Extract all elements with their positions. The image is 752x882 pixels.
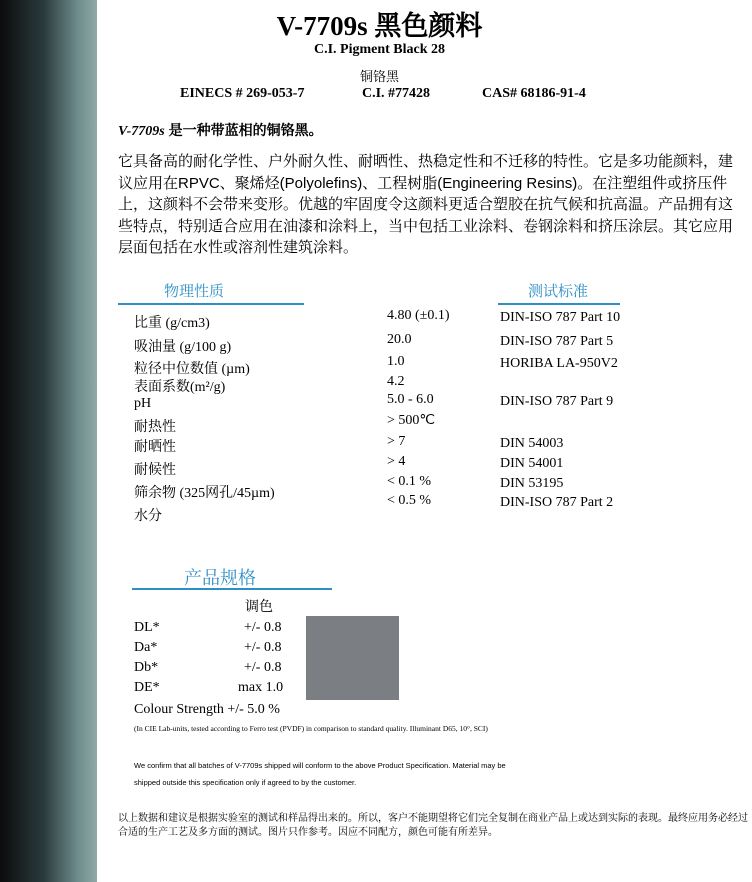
standard-heading-rule <box>498 303 620 305</box>
property-name: 耐热性 <box>134 420 176 435</box>
confirm-line-2: shipped outside this specification only if agreed to by the customer. <box>134 778 357 787</box>
spec-column-label: 调色 <box>245 600 273 615</box>
property-standard: DIN-ISO 787 Part 10 <box>500 310 621 325</box>
property-standard: DIN 53195 <box>500 476 564 491</box>
chinese-name: 铜铬黑 <box>359 69 399 84</box>
spec-value: +/- 0.8 <box>244 640 282 655</box>
cie-note: (In CIE Lab-units, tested according to Ferro test (PVDF) in comparison to standard quality. Illuminant D65, 10°, SCI) <box>134 724 488 733</box>
ci-number: C.I. #77428 <box>362 86 431 101</box>
property-name: 吸油量 (g/100 g) <box>134 340 232 355</box>
property-value: > 7 <box>387 434 406 449</box>
property-value: > 500℃ <box>387 413 436 428</box>
property-name: 水分 <box>134 509 162 524</box>
property-value: < 0.5 % <box>387 493 432 508</box>
spec-value: +/- 0.8 <box>244 620 282 635</box>
property-standard: DIN 54003 <box>500 436 564 451</box>
decorative-sidebar <box>0 0 97 882</box>
property-value: 5.0 - 6.0 <box>387 392 434 407</box>
property-standard: DIN-ISO 787 Part 9 <box>500 394 614 409</box>
property-standard: DIN-ISO 787 Part 2 <box>500 495 614 510</box>
property-name: 比重 (g/cm3) <box>134 316 210 331</box>
property-value: 4.2 <box>387 374 405 389</box>
spec-heading: 产品规格 <box>184 568 256 588</box>
spec-name: Db* <box>134 660 159 675</box>
confirm-line-1: We confirm that all batches of V-7709s shipped will conform to the above Product Specification. Material may be <box>134 761 506 770</box>
product-title: V-7709s 黑色颜料 <box>276 11 483 41</box>
color-swatch <box>306 616 399 700</box>
standard-heading: 测试标准 <box>528 283 589 300</box>
cas-number: CAS# 68186-91-4 <box>482 86 586 101</box>
property-value: 20.0 <box>387 332 412 347</box>
spec-heading-rule <box>132 588 332 590</box>
spec-name: Da* <box>134 640 158 655</box>
intro-product: V-7709s <box>118 124 165 139</box>
spec-value: +/- 0.8 <box>244 660 282 675</box>
property-name: 表面系数(m²/g) <box>134 380 226 395</box>
property-standard: HORIBA LA-950V2 <box>500 356 618 371</box>
properties-heading-rule <box>118 303 304 305</box>
property-standard: DIN-ISO 787 Part 5 <box>500 334 614 349</box>
intro-line <box>118 120 323 140</box>
description-paragraph: 它具备高的耐化学性、户外耐久性、耐晒性、热稳定性和不迁移的特性。它是多功能颜料，建议应用在RPVC、聚烯烃(Polyolefins)、工程树脂(Engineering Resins)。在注塑组件或挤压件上，这颜料不会带来变形。优越的牢固度令这颜料更适合塑胶在抗气候和抗高温。产品拥有这些特点，特别适合应用在油漆和涂料上，当中包括工业涂料、卷钢涂料和挤压涂层。其它应用层面包括在水性或溶剂性建筑涂料。 <box>118 153 734 256</box>
property-value: < 0.1 % <box>387 474 432 489</box>
einecs-number: EINECS # 269-053-7 <box>180 86 305 101</box>
intro-text: 是一种带蓝相的铜铬黑。 <box>164 122 323 138</box>
properties-heading: 物理性质 <box>164 283 225 300</box>
property-value: 1.0 <box>387 354 405 369</box>
property-name: 筛余物 (325网孔/45µm) <box>134 486 275 501</box>
property-name: 耐晒性 <box>134 440 176 455</box>
spec-name: DE* <box>134 680 160 695</box>
property-standard: DIN 54001 <box>500 456 564 471</box>
pigment-subtitle: C.I. Pigment Black 28 <box>313 42 446 57</box>
property-value: > 4 <box>387 454 406 469</box>
property-name: 耐候性 <box>134 463 176 478</box>
property-value: 4.80 (±0.1) <box>387 308 450 323</box>
spec-name: DL* <box>134 620 160 635</box>
colour-strength: Colour Strength +/- 5.0 % <box>134 702 280 717</box>
property-name: 粒径中位数值 (µm) <box>134 362 250 377</box>
footer-disclaimer: 以上数据和建议是根据实验室的测试和样品得出来的。所以，客户不能期望将它们完全复制在商业产品上或达到实际的表现。最终应用务必经过合适的生产工艺及多方面的测试。图片只作参考。因应不同配方，颜色可能有所差异。 <box>118 813 748 838</box>
property-name: pH <box>134 396 152 411</box>
spec-value: max 1.0 <box>238 680 284 695</box>
